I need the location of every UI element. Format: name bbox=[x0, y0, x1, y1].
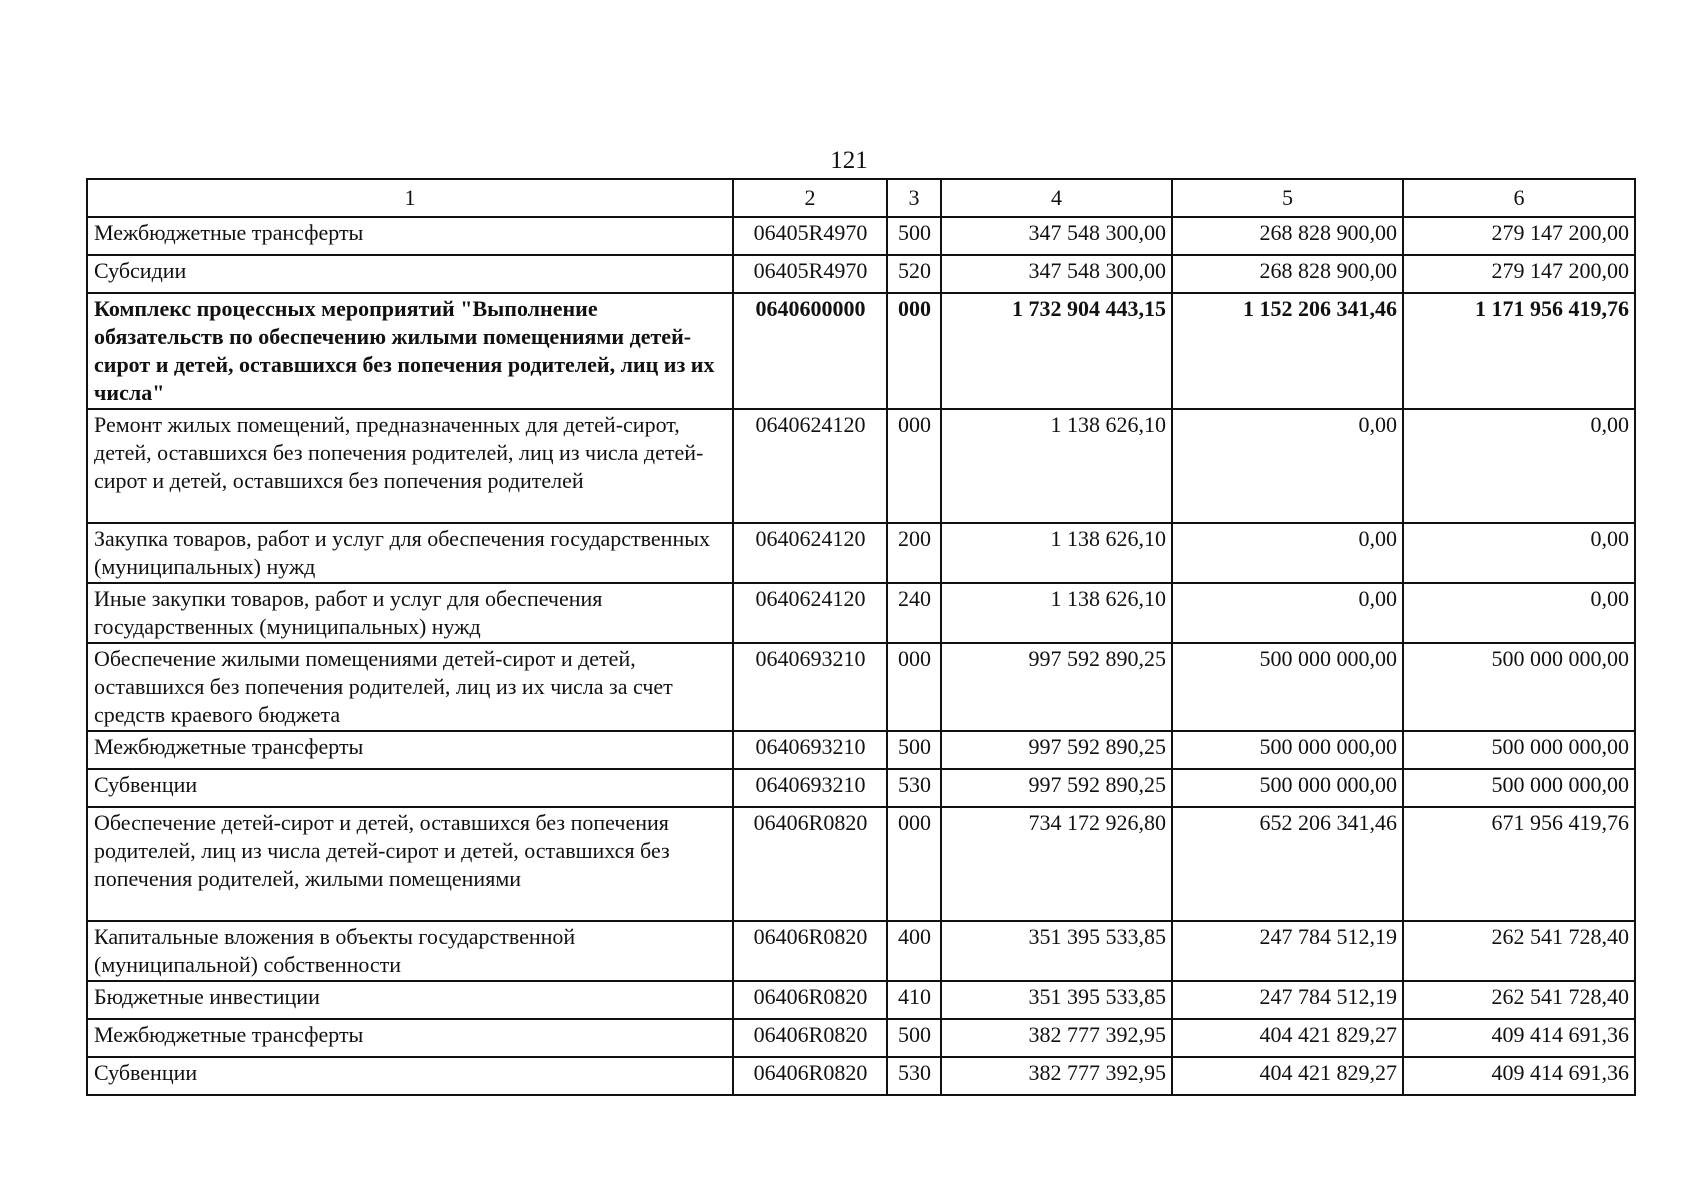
row-value-col4: 997 592 890,25 bbox=[941, 643, 1172, 731]
row-value-col5: 500 000 000,00 bbox=[1172, 769, 1403, 807]
row-target-code: 0640693210 bbox=[733, 769, 887, 807]
row-value-col5: 1 152 206 341,46 bbox=[1172, 293, 1403, 409]
row-expense-type: 500 bbox=[887, 1019, 941, 1057]
row-value-col5: 652 206 341,46 bbox=[1172, 807, 1403, 921]
row-name: Субсидии bbox=[87, 255, 733, 293]
row-value-col6: 409 414 691,36 bbox=[1403, 1019, 1635, 1057]
row-value-col6: 279 147 200,00 bbox=[1403, 255, 1635, 293]
row-value-col4: 1 138 626,10 bbox=[941, 583, 1172, 643]
row-expense-type: 500 bbox=[887, 217, 941, 255]
row-name: Субвенции bbox=[87, 1057, 733, 1095]
row-expense-type: 000 bbox=[887, 293, 941, 409]
row-value-col4: 382 777 392,95 bbox=[941, 1019, 1172, 1057]
row-name: Межбюджетные трансферты bbox=[87, 1019, 733, 1057]
row-value-col4: 997 592 890,25 bbox=[941, 731, 1172, 769]
row-name: Субвенции bbox=[87, 769, 733, 807]
row-expense-type: 400 bbox=[887, 921, 941, 981]
row-target-code: 06405R4970 bbox=[733, 255, 887, 293]
row-target-code: 06406R0820 bbox=[733, 807, 887, 921]
row-value-col4: 1 138 626,10 bbox=[941, 523, 1172, 583]
table-row bbox=[87, 1019, 1635, 1057]
table-row bbox=[87, 255, 1635, 293]
table-row bbox=[87, 731, 1635, 769]
header-col-4: 4 bbox=[941, 179, 1172, 217]
table-row bbox=[87, 217, 1635, 255]
row-value-col4: 351 395 533,85 bbox=[941, 981, 1172, 1019]
row-value-col4: 1 732 904 443,15 bbox=[941, 293, 1172, 409]
table-row bbox=[87, 643, 1635, 731]
table-row bbox=[87, 807, 1635, 921]
row-name: Обеспечение детей-сирот и детей, оставшихся без попечения родителей, лиц из числа детей-сирот и детей, оставшихся без попечения родителей, жилыми помещениями bbox=[87, 807, 733, 921]
row-value-col4: 351 395 533,85 bbox=[941, 921, 1172, 981]
row-expense-type: 000 bbox=[887, 643, 941, 731]
row-name: Ремонт жилых помещений, предназначенных для детей-сирот, детей, оставшихся без попечения родителей, лиц из числа детей-сирот и детей, оставшихся без попечения родителей bbox=[87, 409, 733, 523]
row-value-col4: 1 138 626,10 bbox=[941, 409, 1172, 523]
row-value-col5: 247 784 512,19 bbox=[1172, 981, 1403, 1019]
row-value-col6: 279 147 200,00 bbox=[1403, 217, 1635, 255]
row-value-col6: 262 541 728,40 bbox=[1403, 921, 1635, 981]
header-col-2: 2 bbox=[733, 179, 887, 217]
page-number: 121 bbox=[830, 147, 868, 174]
row-value-col5: 500 000 000,00 bbox=[1172, 643, 1403, 731]
table-row bbox=[87, 921, 1635, 981]
row-target-code: 0640624120 bbox=[733, 409, 887, 523]
row-name: Обеспечение жилыми помещениями детей-сирот и детей, оставшихся без попечения родителей, лиц из их числа за счет средств краевого бюджета bbox=[87, 643, 733, 731]
row-value-col5: 0,00 bbox=[1172, 409, 1403, 523]
row-value-col6: 0,00 bbox=[1403, 523, 1635, 583]
row-expense-type: 520 bbox=[887, 255, 941, 293]
row-value-col6: 0,00 bbox=[1403, 583, 1635, 643]
row-name: Иные закупки товаров, работ и услуг для обеспечения государственных (муниципальных) нужд bbox=[87, 583, 733, 643]
row-target-code: 0640600000 bbox=[733, 293, 887, 409]
row-value-col6: 0,00 bbox=[1403, 409, 1635, 523]
table-row bbox=[87, 583, 1635, 643]
table-row bbox=[87, 981, 1635, 1019]
row-target-code: 06406R0820 bbox=[733, 921, 887, 981]
header-col-1: 1 bbox=[87, 179, 733, 217]
row-value-col4: 347 548 300,00 bbox=[941, 255, 1172, 293]
table-row bbox=[87, 523, 1635, 583]
row-value-col6: 409 414 691,36 bbox=[1403, 1057, 1635, 1095]
row-name: Комплекс процессных мероприятий "Выполнение обязательств по обеспечению жилыми помещениями детей-сирот и детей, оставшихся без попечения родителей, лиц из их числа" bbox=[87, 293, 733, 409]
row-target-code: 0640693210 bbox=[733, 643, 887, 731]
row-name: Межбюджетные трансферты bbox=[87, 217, 733, 255]
row-expense-type: 240 bbox=[887, 583, 941, 643]
row-value-col5: 0,00 bbox=[1172, 523, 1403, 583]
row-expense-type: 530 bbox=[887, 769, 941, 807]
row-value-col4: 997 592 890,25 bbox=[941, 769, 1172, 807]
row-value-col5: 268 828 900,00 bbox=[1172, 217, 1403, 255]
row-expense-type: 000 bbox=[887, 807, 941, 921]
row-value-col5: 404 421 829,27 bbox=[1172, 1019, 1403, 1057]
row-name: Капитальные вложения в объекты государственной (муниципальной) собственности bbox=[87, 921, 733, 981]
row-expense-type: 530 bbox=[887, 1057, 941, 1095]
row-expense-type: 000 bbox=[887, 409, 941, 523]
row-name: Межбюджетные трансферты bbox=[87, 731, 733, 769]
row-value-col4: 382 777 392,95 bbox=[941, 1057, 1172, 1095]
row-target-code: 06406R0820 bbox=[733, 1057, 887, 1095]
row-value-col5: 268 828 900,00 bbox=[1172, 255, 1403, 293]
row-target-code: 06405R4970 bbox=[733, 217, 887, 255]
row-target-code: 0640624120 bbox=[733, 583, 887, 643]
row-value-col5: 247 784 512,19 bbox=[1172, 921, 1403, 981]
row-value-col6: 500 000 000,00 bbox=[1403, 731, 1635, 769]
header-col-6: 6 bbox=[1403, 179, 1635, 217]
row-value-col6: 671 956 419,76 bbox=[1403, 807, 1635, 921]
table-row bbox=[87, 409, 1635, 523]
row-value-col4: 734 172 926,80 bbox=[941, 807, 1172, 921]
row-value-col5: 500 000 000,00 bbox=[1172, 731, 1403, 769]
row-value-col6: 500 000 000,00 bbox=[1403, 643, 1635, 731]
row-value-col5: 0,00 bbox=[1172, 583, 1403, 643]
row-expense-type: 200 bbox=[887, 523, 941, 583]
row-expense-type: 410 bbox=[887, 981, 941, 1019]
header-row bbox=[87, 179, 1635, 217]
row-value-col6: 1 171 956 419,76 bbox=[1403, 293, 1635, 409]
row-target-code: 0640624120 bbox=[733, 523, 887, 583]
header-col-3: 3 bbox=[887, 179, 941, 217]
row-expense-type: 500 bbox=[887, 731, 941, 769]
table-row-section bbox=[87, 293, 1635, 409]
row-target-code: 06406R0820 bbox=[733, 1019, 887, 1057]
row-value-col4: 347 548 300,00 bbox=[941, 217, 1172, 255]
table-row bbox=[87, 769, 1635, 807]
row-value-col6: 500 000 000,00 bbox=[1403, 769, 1635, 807]
row-name: Закупка товаров, работ и услуг для обеспечения государственных (муниципальных) нужд bbox=[87, 523, 733, 583]
row-target-code: 06406R0820 bbox=[733, 981, 887, 1019]
header-col-5: 5 bbox=[1172, 179, 1403, 217]
row-value-col5: 404 421 829,27 bbox=[1172, 1057, 1403, 1095]
budget-table bbox=[86, 178, 1636, 1096]
row-target-code: 0640693210 bbox=[733, 731, 887, 769]
table-row bbox=[87, 1057, 1635, 1095]
row-value-col6: 262 541 728,40 bbox=[1403, 981, 1635, 1019]
row-name: Бюджетные инвестиции bbox=[87, 981, 733, 1019]
